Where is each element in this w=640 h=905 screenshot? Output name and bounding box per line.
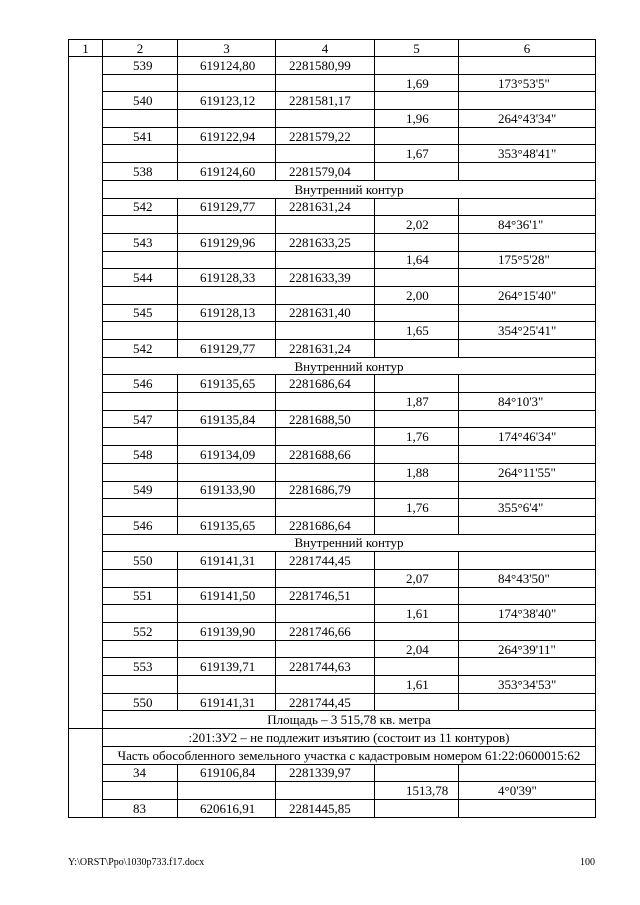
empty-cell — [103, 605, 178, 623]
empty-cell — [103, 640, 178, 658]
empty-cell — [103, 499, 178, 517]
empty-cell — [103, 286, 178, 304]
point-row — [69, 304, 596, 322]
section-caption: Часть обособленного земельного участка с кадастровым номером 61:22:0600015:62 — [103, 746, 596, 764]
segment-length: 1,61 — [375, 605, 459, 623]
empty-cell — [459, 516, 596, 534]
segment-length: 1,96 — [375, 110, 459, 128]
empty-cell — [459, 658, 596, 676]
coordinate-x: 620616,91 — [178, 799, 276, 817]
empty-cell — [103, 145, 178, 163]
direction-angle: 355°6'4" — [459, 499, 596, 517]
coordinate-y: 2281579,04 — [276, 163, 375, 181]
empty-cell — [178, 428, 276, 446]
empty-cell — [375, 57, 459, 75]
coordinate-y: 2281633,25 — [276, 233, 375, 251]
coordinate-x: 619135,65 — [178, 516, 276, 534]
empty-cell — [459, 799, 596, 817]
segment-length: 1,69 — [375, 74, 459, 92]
direction-angle: 353°48'41" — [459, 145, 596, 163]
section-caption: Внутренний контур — [103, 357, 596, 375]
section-caption-row — [69, 357, 596, 375]
empty-cell — [375, 269, 459, 287]
coordinate-x: 619141,50 — [178, 587, 276, 605]
empty-cell — [375, 799, 459, 817]
point-number: 539 — [103, 57, 178, 75]
empty-cell — [375, 764, 459, 782]
coordinate-x: 619133,90 — [178, 481, 276, 499]
segment-length: 2,00 — [375, 286, 459, 304]
empty-cell — [178, 322, 276, 340]
point-number: 547 — [103, 410, 178, 428]
point-row — [69, 799, 596, 817]
point-row — [69, 693, 596, 711]
point-number: 553 — [103, 658, 178, 676]
point-row — [69, 57, 596, 75]
empty-cell — [276, 428, 375, 446]
segment-row — [69, 74, 596, 92]
segment-length: 1,67 — [375, 145, 459, 163]
empty-cell — [459, 57, 596, 75]
empty-cell — [375, 481, 459, 499]
empty-cell — [276, 216, 375, 234]
empty-cell — [375, 92, 459, 110]
segment-length: 2,02 — [375, 216, 459, 234]
empty-cell — [276, 393, 375, 411]
empty-cell — [459, 304, 596, 322]
table-header-row — [69, 40, 596, 57]
direction-angle: 173°53'5" — [459, 74, 596, 92]
header-cell: 6 — [459, 40, 596, 57]
coordinate-x: 619135,84 — [178, 410, 276, 428]
empty-cell — [459, 375, 596, 393]
segment-length: 1,88 — [375, 463, 459, 481]
coordinate-y: 2281744,63 — [276, 658, 375, 676]
coordinate-y: 2281631,24 — [276, 198, 375, 216]
empty-cell — [459, 552, 596, 570]
empty-cell — [103, 393, 178, 411]
empty-cell — [276, 110, 375, 128]
coordinate-y: 2281688,50 — [276, 410, 375, 428]
coordinate-x: 619106,84 — [178, 764, 276, 782]
point-number: 540 — [103, 92, 178, 110]
coordinate-y: 2281744,45 — [276, 552, 375, 570]
section-caption-row — [69, 746, 596, 764]
segment-row — [69, 640, 596, 658]
coordinates-table — [68, 39, 596, 818]
section-caption: Внутренний контур — [103, 534, 596, 552]
direction-angle: 264°39'11" — [459, 640, 596, 658]
point-number: 34 — [103, 764, 178, 782]
coordinate-y: 2281746,66 — [276, 623, 375, 641]
coordinate-x: 619129,77 — [178, 340, 276, 358]
empty-cell — [459, 127, 596, 145]
empty-cell — [459, 623, 596, 641]
point-number: 550 — [103, 552, 178, 570]
empty-cell — [459, 340, 596, 358]
point-number: 548 — [103, 446, 178, 464]
point-number: 538 — [103, 163, 178, 181]
point-number: 551 — [103, 587, 178, 605]
point-number: 543 — [103, 233, 178, 251]
direction-angle: 174°46'34" — [459, 428, 596, 446]
point-row — [69, 375, 596, 393]
direction-angle: 84°43'50" — [459, 569, 596, 587]
empty-cell — [103, 463, 178, 481]
coordinate-y: 2281631,40 — [276, 304, 375, 322]
point-number: 546 — [103, 516, 178, 534]
segment-row — [69, 782, 596, 800]
empty-cell — [103, 428, 178, 446]
coordinate-x: 619128,13 — [178, 304, 276, 322]
coordinate-y: 2281581,17 — [276, 92, 375, 110]
empty-cell — [276, 322, 375, 340]
empty-cell — [103, 110, 178, 128]
point-row — [69, 587, 596, 605]
empty-cell — [375, 516, 459, 534]
section-caption-row — [69, 729, 596, 747]
empty-cell — [375, 127, 459, 145]
empty-cell — [375, 233, 459, 251]
coordinate-y: 2281339,97 — [276, 764, 375, 782]
coordinate-y: 2281744,45 — [276, 693, 375, 711]
empty-cell — [375, 375, 459, 393]
segment-row — [69, 569, 596, 587]
segment-length: 1,65 — [375, 322, 459, 340]
empty-cell — [178, 286, 276, 304]
empty-cell — [459, 693, 596, 711]
direction-angle: 264°11'55" — [459, 463, 596, 481]
empty-cell — [178, 74, 276, 92]
empty-cell — [375, 410, 459, 428]
coordinate-y: 2281686,64 — [276, 516, 375, 534]
empty-cell — [459, 92, 596, 110]
segment-row — [69, 676, 596, 694]
direction-angle: 4°0'39" — [459, 782, 596, 800]
segment-length: 1513,78 — [375, 782, 459, 800]
header-cell: 2 — [103, 40, 178, 57]
section-caption: Внутренний контур — [103, 180, 596, 198]
segment-length: 2,04 — [375, 640, 459, 658]
coordinate-y: 2281580,99 — [276, 57, 375, 75]
empty-cell — [375, 658, 459, 676]
empty-cell — [276, 640, 375, 658]
coordinate-y: 2281686,64 — [276, 375, 375, 393]
empty-cell — [375, 304, 459, 322]
section-caption-row — [69, 180, 596, 198]
empty-cell — [276, 499, 375, 517]
empty-cell — [459, 587, 596, 605]
empty-cell — [276, 251, 375, 269]
point-row — [69, 623, 596, 641]
segment-length: 2,07 — [375, 569, 459, 587]
point-number: 542 — [103, 198, 178, 216]
header-cell: 3 — [178, 40, 276, 57]
point-row — [69, 340, 596, 358]
empty-cell — [375, 446, 459, 464]
point-number: 552 — [103, 623, 178, 641]
section-caption: :201:ЗУ2 – не подлежит изъятию (состоит из 11 контуров) — [103, 729, 596, 747]
empty-cell — [459, 233, 596, 251]
empty-cell — [276, 286, 375, 304]
coordinate-x: 619122,94 — [178, 127, 276, 145]
point-row — [69, 481, 596, 499]
empty-cell — [459, 163, 596, 181]
empty-cell — [178, 569, 276, 587]
coordinate-y: 2281445,85 — [276, 799, 375, 817]
coordinate-y: 2281686,79 — [276, 481, 375, 499]
header-cell: 4 — [276, 40, 375, 57]
segment-length: 1,64 — [375, 251, 459, 269]
point-number: 550 — [103, 693, 178, 711]
point-row — [69, 269, 596, 287]
segment-length: 1,87 — [375, 393, 459, 411]
empty-cell — [375, 340, 459, 358]
empty-cell — [459, 481, 596, 499]
coordinate-x: 619123,12 — [178, 92, 276, 110]
empty-cell — [459, 269, 596, 287]
coordinate-x: 619129,77 — [178, 198, 276, 216]
segment-row — [69, 428, 596, 446]
empty-cell — [375, 623, 459, 641]
point-row — [69, 552, 596, 570]
empty-cell — [103, 74, 178, 92]
point-number: 544 — [103, 269, 178, 287]
coordinate-x: 619141,31 — [178, 693, 276, 711]
point-number: 541 — [103, 127, 178, 145]
coordinate-x: 619135,65 — [178, 375, 276, 393]
empty-cell — [178, 605, 276, 623]
point-row — [69, 92, 596, 110]
point-row — [69, 516, 596, 534]
segment-row — [69, 393, 596, 411]
coordinate-x: 619129,96 — [178, 233, 276, 251]
empty-cell — [178, 216, 276, 234]
coordinate-y: 2281579,22 — [276, 127, 375, 145]
empty-cell — [375, 198, 459, 216]
point-row — [69, 446, 596, 464]
point-row — [69, 764, 596, 782]
empty-cell — [375, 587, 459, 605]
section-caption-row — [69, 711, 596, 729]
coordinate-y: 2281631,24 — [276, 340, 375, 358]
direction-angle: 264°15'40" — [459, 286, 596, 304]
empty-cell — [178, 145, 276, 163]
direction-angle: 84°36'1" — [459, 216, 596, 234]
point-row — [69, 163, 596, 181]
direction-angle: 264°43'34" — [459, 110, 596, 128]
segment-length: 1,76 — [375, 428, 459, 446]
empty-cell — [178, 463, 276, 481]
empty-cell — [459, 446, 596, 464]
empty-cell — [276, 782, 375, 800]
point-number: 542 — [103, 340, 178, 358]
segment-row — [69, 605, 596, 623]
segment-row — [69, 463, 596, 481]
empty-cell — [178, 640, 276, 658]
row-group-cell — [69, 729, 103, 817]
coordinate-x: 619139,90 — [178, 623, 276, 641]
coordinate-x: 619141,31 — [178, 552, 276, 570]
point-number: 83 — [103, 799, 178, 817]
empty-cell — [178, 393, 276, 411]
segment-row — [69, 322, 596, 340]
segment-row — [69, 216, 596, 234]
empty-cell — [459, 198, 596, 216]
empty-cell — [178, 499, 276, 517]
point-number: 546 — [103, 375, 178, 393]
point-row — [69, 198, 596, 216]
empty-cell — [459, 410, 596, 428]
empty-cell — [276, 145, 375, 163]
point-number: 545 — [103, 304, 178, 322]
point-row — [69, 127, 596, 145]
segment-length: 1,76 — [375, 499, 459, 517]
point-row — [69, 233, 596, 251]
coordinate-x: 619139,71 — [178, 658, 276, 676]
empty-cell — [103, 676, 178, 694]
coordinate-x: 619124,80 — [178, 57, 276, 75]
point-number: 549 — [103, 481, 178, 499]
segment-row — [69, 251, 596, 269]
empty-cell — [276, 569, 375, 587]
direction-angle: 84°10'3" — [459, 393, 596, 411]
footer-file-path: Y:\ORST\Ppo\1030p733.f17.docx — [68, 857, 205, 868]
direction-angle: 353°34'53" — [459, 676, 596, 694]
empty-cell — [276, 463, 375, 481]
coordinate-x: 619124,60 — [178, 163, 276, 181]
empty-cell — [276, 676, 375, 694]
segment-row — [69, 499, 596, 517]
coordinate-y: 2281688,66 — [276, 446, 375, 464]
empty-cell — [178, 782, 276, 800]
empty-cell — [178, 110, 276, 128]
empty-cell — [103, 216, 178, 234]
footer-page-number: 100 — [580, 857, 595, 868]
header-cell: 5 — [375, 40, 459, 57]
empty-cell — [103, 322, 178, 340]
empty-cell — [375, 693, 459, 711]
direction-angle: 354°25'41" — [459, 322, 596, 340]
empty-cell — [103, 782, 178, 800]
segment-length: 1,61 — [375, 676, 459, 694]
coordinate-x: 619128,33 — [178, 269, 276, 287]
segment-row — [69, 110, 596, 128]
point-row — [69, 658, 596, 676]
empty-cell — [103, 569, 178, 587]
section-caption-row — [69, 534, 596, 552]
direction-angle: 174°38'40" — [459, 605, 596, 623]
empty-cell — [375, 163, 459, 181]
segment-row — [69, 145, 596, 163]
coordinate-x: 619134,09 — [178, 446, 276, 464]
section-caption: Площадь – 3 515,78 кв. метра — [103, 711, 596, 729]
segment-row — [69, 286, 596, 304]
empty-cell — [276, 605, 375, 623]
direction-angle: 175°5'28" — [459, 251, 596, 269]
empty-cell — [178, 251, 276, 269]
point-row — [69, 410, 596, 428]
empty-cell — [103, 251, 178, 269]
coordinate-y: 2281746,51 — [276, 587, 375, 605]
empty-cell — [459, 764, 596, 782]
empty-cell — [178, 676, 276, 694]
header-cell: 1 — [69, 40, 103, 57]
row-group-cell — [69, 57, 103, 729]
coordinate-y: 2281633,39 — [276, 269, 375, 287]
empty-cell — [375, 552, 459, 570]
empty-cell — [276, 74, 375, 92]
